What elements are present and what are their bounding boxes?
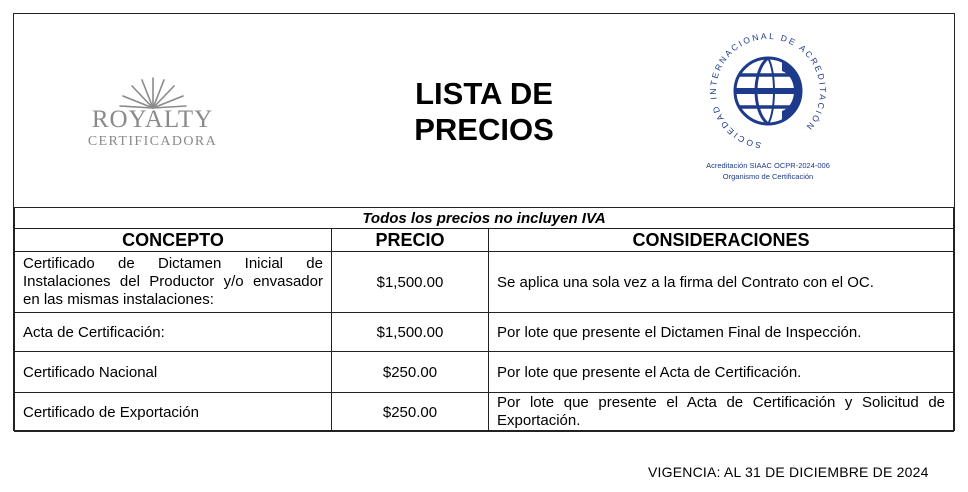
- notes-cell: [489, 393, 954, 432]
- price-cell: $250.00: [332, 393, 489, 432]
- royalty-certificadora-logo: [80, 76, 225, 156]
- notes-text: Por lote que presente el Acta de Certificación y Solicitud de Exportación.: [497, 394, 945, 429]
- column-header-concept: CONCEPTO: [15, 229, 332, 252]
- concept-cell: [15, 252, 332, 313]
- concept-cell: Certificado Nacional: [15, 352, 332, 393]
- logo-brand-text: ROYALTY: [91, 106, 214, 133]
- logo-subtitle-text: CERTIFICADORA: [87, 134, 218, 149]
- title-line-2: PRECIOS: [414, 112, 554, 147]
- table-row: [15, 393, 954, 432]
- table-row: [15, 313, 954, 352]
- table-header-row: [15, 229, 954, 252]
- vat-note: Todos los precios no incluyen IVA: [15, 208, 954, 229]
- column-header-price: PRECIO: [332, 229, 489, 252]
- concept-cell: Acta de Certificación:: [15, 313, 332, 352]
- title-line-1: LISTA DE: [415, 76, 553, 111]
- page-title: [344, 76, 624, 148]
- notes-cell: Por lote que presente el Acta de Certificación.: [489, 352, 954, 393]
- document-header: [14, 14, 954, 208]
- table-row: [15, 252, 954, 313]
- table-note-row: [15, 208, 954, 229]
- notes-cell: Por lote que presente el Dictamen Final de Inspección.: [489, 313, 954, 352]
- agave-icon: [118, 74, 188, 110]
- price-list-sheet: [13, 13, 955, 431]
- price-cell: $250.00: [332, 352, 489, 393]
- validity-footer: VIGENCIA: AL 31 DE DICIEMBRE DE 2024: [648, 464, 929, 480]
- globe-seal-icon: [698, 28, 838, 158]
- organization-type: Organismo de Certificación: [722, 172, 814, 181]
- price-cell: $1,500.00: [332, 252, 489, 313]
- column-header-notes: CONSIDERACIONES: [489, 229, 954, 252]
- accreditation-seal: [698, 28, 838, 181]
- concept-cell: Certificado de Exportación: [15, 393, 332, 432]
- seal-ring-text: SOCIEDAD INTERNACIONAL DE ACREDITACIÓN: [708, 30, 829, 151]
- concept-text: Certificado de Dictamen Inicial de Instalaciones del Productor y/o envasador en las mismas instalaciones:: [23, 255, 323, 308]
- table-row: [15, 352, 954, 393]
- notes-cell: Se aplica una sola vez a la firma del Contrato con el OC.: [489, 252, 954, 313]
- price-cell: $1,500.00: [332, 313, 489, 352]
- accreditation-code: Acreditación SIAAC OCPR-2024-006: [706, 161, 830, 170]
- accreditation-info: [688, 160, 848, 182]
- price-table: [14, 207, 954, 432]
